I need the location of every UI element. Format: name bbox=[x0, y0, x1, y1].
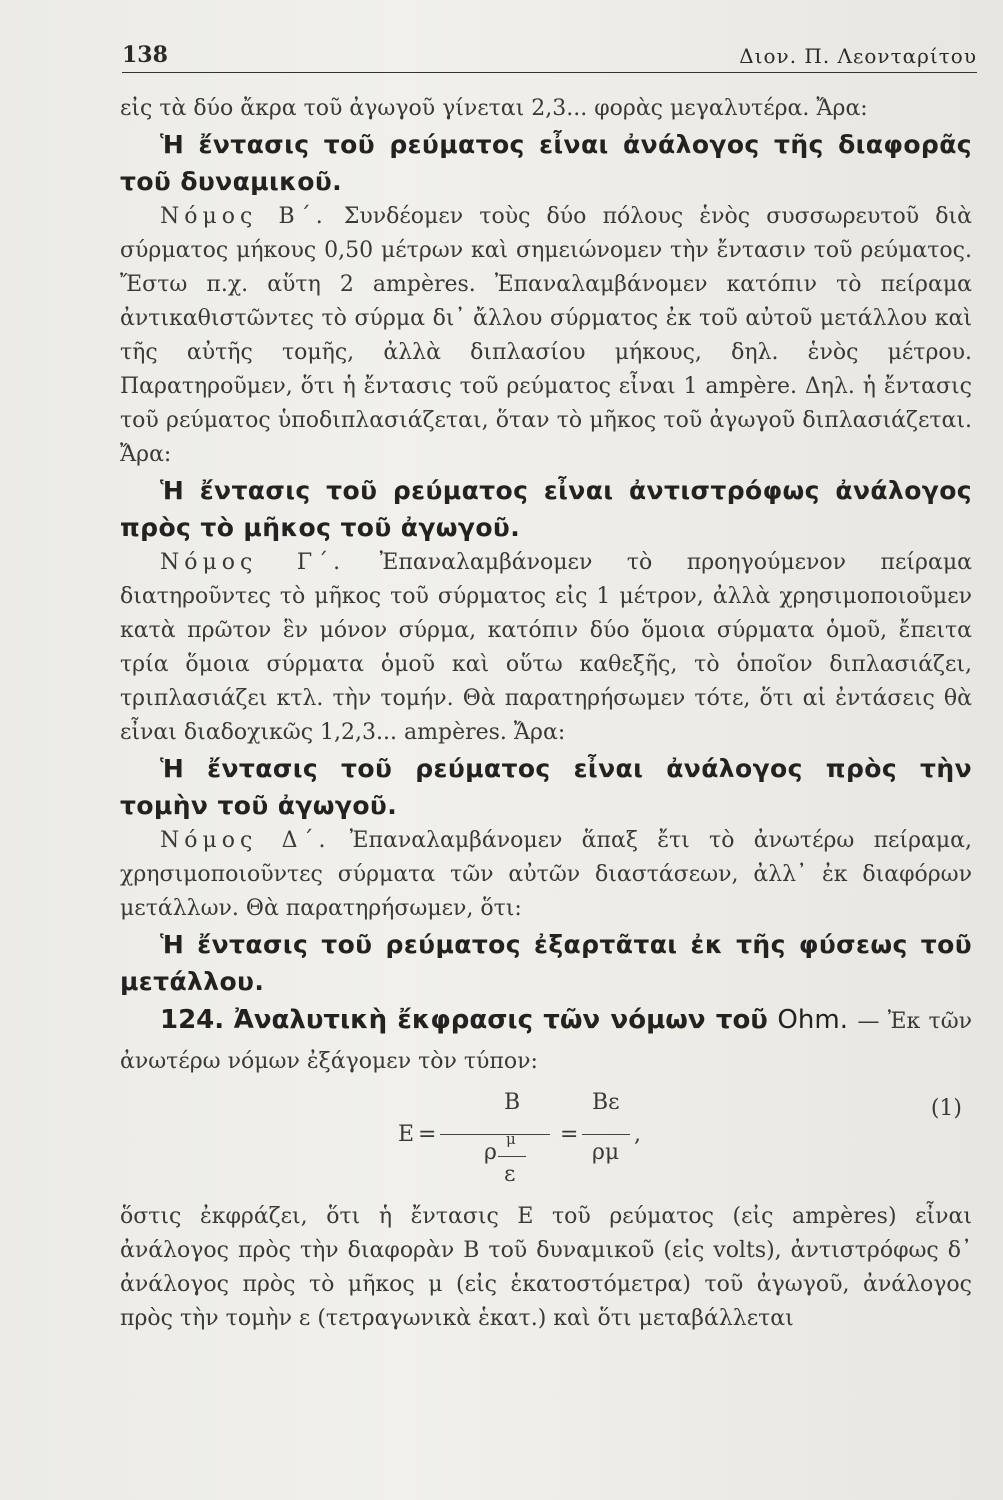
formula-number: (1) bbox=[930, 1096, 962, 1121]
formula-denominator-1-mu: μ bbox=[506, 1130, 516, 1148]
formula-lhs: E bbox=[398, 1122, 415, 1147]
law-d-label: Νόμος Δ΄. bbox=[160, 828, 331, 853]
law-d-paragraph bbox=[120, 824, 972, 926]
formula-comma: , bbox=[634, 1122, 641, 1147]
law-b-text: Συνδέομεν τοὺς δύο πόλους ἑνὸς συσσωρευτοῦ διὰ σύρματος μήκους 0,50 μέτρων καὶ σημειώνομεν τὴν ἔντασιν τοῦ ρεύματος. Ἔστω π.χ. αὕτη 2 ampères. Ἐπαναλαμβάνομεν κατόπιν τὸ πείραμα ἀντικαθιστῶντες τὸ σύρμα δι᾽ ἄλλου σύρματος ἐκ τοῦ αὐτοῦ μετάλλου καὶ τῆς αὐτῆς τομῆς, ἀλλὰ διπλασίου μήκους, δηλ. ἑνὸς μέτρου. Παρατηροῦμεν, ὅτι ἡ ἔντασις τοῦ ρεύματος εἶναι 1 ampère. Δηλ. ἡ ἔντασις τοῦ ρεύματος ὑποδιπλασιάζεται, ὅταν τὸ μῆκος τοῦ ἀγωγοῦ διπλασιάζεται. Ἄρα: bbox=[120, 204, 972, 467]
section-title: Ἀναλυτικὴ ἔκφρασις τῶν νόμων τοῦ bbox=[233, 1005, 768, 1035]
formula-equals-2: = bbox=[560, 1122, 579, 1147]
law-statement-a: Ἡ ἔντασις τοῦ ρεύματος εἶναι ἀνάλογος τῆς διαφορᾶς τοῦ δυναμικοῦ. bbox=[120, 130, 972, 196]
header-rule bbox=[122, 72, 977, 73]
page-body bbox=[120, 92, 972, 1336]
law-statement-c: Ἡ ἔντασις τοῦ ρεύματος εἶναι ἀνάλογος πρὸς τὴν τομὴν τοῦ ἀγωγοῦ. bbox=[120, 754, 972, 820]
fraction-bar-inner bbox=[498, 1156, 526, 1157]
law-c-paragraph bbox=[120, 546, 972, 750]
fraction-bar-2 bbox=[582, 1134, 630, 1135]
law-d-text: Ἐπαναλαμβάνομεν ἅπαξ ἔτι τὸ ἀνωτέρω πείραμα, χρησιμοποιοῦντες σύρματα τῶν αὐτῶν διαστάσεων, ἀλλ᾽ ἐκ διαφόρων μετάλλων. Θὰ παρατηρήσωμεν, ὅτι: bbox=[120, 828, 973, 921]
paragraph-continuation: εἰς τὰ δύο ἄκρα τοῦ ἀγωγοῦ γίνεται 2,3... φορὰς μεγαλυτέρα. Ἄρα: bbox=[120, 96, 868, 121]
law-statement-b: Ἡ ἔντασις τοῦ ρεύματος εἶναι ἀντιστρόφως ἀνάλογος πρὸς τὸ μῆκος τοῦ ἀγωγοῦ. bbox=[120, 476, 972, 542]
formula-denominator-2: ρμ bbox=[592, 1140, 620, 1165]
running-title: Διον. Π. Λεονταρίτου bbox=[739, 44, 977, 68]
section-intro: — Ἐκ τῶν ἀνωτέρω νόμων ἐξάγομεν τὸν τύπον: bbox=[120, 1009, 973, 1074]
law-c-text: Ἐπαναλαμβάνομεν τὸ προηγούμενον πείραμα διατηροῦντες τὸ μῆκος τοῦ σύρματος εἰς 1 μέτρον, ἀλλὰ χρησιμοποιοῦμεν κατὰ πρῶτον ἓν μόνον σύρμα, κατόπιν δύο ὅμοια σύρματα ὁμοῦ, ἔπειτα τρία ὅμοια σύρματα ὁμοῦ καὶ οὕτω καθεξῆς, τὸ ὁποῖον διπλασιάζει, τριπλασιάζει κτλ. τὴν τομήν. Θὰ παρατηρήσωμεν τότε, ὅτι αἱ ἐντάσεις θὰ εἶναι διαδοχικῶς 1,2,3... ampères. Ἄρα: bbox=[120, 550, 972, 745]
law-b-label: Νόμος Β΄. bbox=[160, 204, 328, 229]
formula-numerator-1: B bbox=[504, 1090, 521, 1115]
formula-numerator-2: Bε bbox=[592, 1090, 620, 1115]
formula-denominator-1-rho: ρ bbox=[484, 1140, 497, 1165]
section-title-tail: Ohm. bbox=[777, 1005, 848, 1035]
law-b-paragraph bbox=[120, 200, 972, 472]
ohm-formula bbox=[120, 1082, 972, 1200]
formula-denominator-1-epsilon: ε bbox=[504, 1162, 516, 1187]
formula-equals-1: = bbox=[418, 1122, 437, 1147]
law-statement-d: Ἡ ἔντασις τοῦ ρεύματος ἐξαρτᾶται ἐκ τῆς φύσεως τοῦ μετάλλου. bbox=[120, 930, 972, 996]
law-c-label: Νόμος Γ΄. bbox=[160, 550, 346, 575]
section-heading bbox=[120, 1000, 972, 1080]
fraction-bar-1 bbox=[440, 1134, 550, 1135]
section-number: 124. bbox=[160, 1005, 225, 1035]
page-number: 138 bbox=[122, 42, 168, 68]
page-header bbox=[122, 42, 977, 72]
closing-paragraph: ὅστις ἐκφράζει, ὅτι ἡ ἔντασις E τοῦ ρεύματος (εἰς ampères) εἶναι ἀνάλογος πρὸς τὴν διαφορὰν B τοῦ δυναμικοῦ (εἰς volts), ἀντιστρόφως δ᾽ ἀνάλογος πρὸς τὸ μῆκος μ (εἰς ἑκατοστόμετρα) τοῦ ἀγωγοῦ, ἀνάλογος πρὸς τὴν τομὴν ε (τετραγωνικὰ ἑκατ.) καὶ ὅτι μεταβάλλεται bbox=[120, 1204, 972, 1331]
